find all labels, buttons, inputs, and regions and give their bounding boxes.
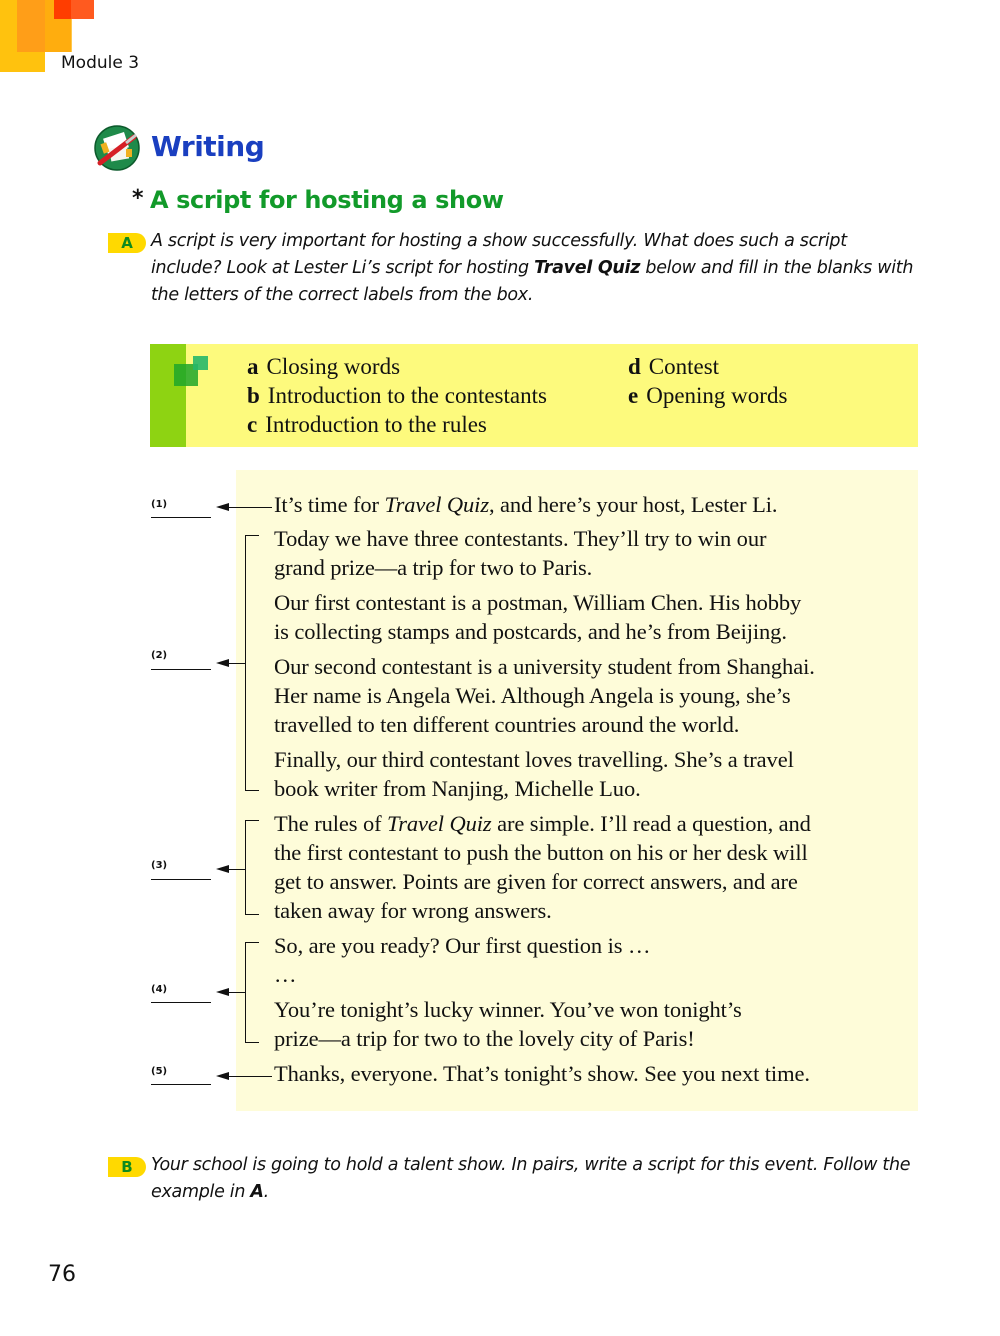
connector-line: [226, 992, 246, 993]
script-line: Her name is Angela Wei. Although Angela is young, she’s: [274, 683, 791, 708]
task-b-badge: B: [108, 1157, 146, 1177]
instruction-text: Your school is going to hold a talent show. In pairs, write a script for this event. Follow the example in: [151, 1155, 911, 1202]
connector-line: [226, 1076, 272, 1077]
label-text: Closing words: [266, 354, 401, 379]
script-line: Our second contestant is a university student from Shanghai.: [274, 654, 815, 679]
label-box-accent-square: [193, 356, 208, 370]
optional-marker: *: [132, 186, 144, 211]
bracket-line: [245, 914, 259, 915]
section-title: Writing: [151, 130, 265, 163]
blank-number: (2): [151, 650, 168, 661]
blank-number: (3): [151, 860, 168, 871]
answer-blank[interactable]: [151, 879, 211, 880]
page-number: 76: [48, 1262, 76, 1287]
script-text: are simple. I’ll read a question, and: [491, 811, 811, 836]
script-line: [274, 490, 777, 519]
script-line: is collecting stamps and postcards, and he’s from Beijing.: [274, 619, 787, 644]
label-option: [247, 352, 400, 381]
answer-blank[interactable]: [151, 1084, 211, 1085]
script-line: the first contestant to push the button on his or her desk will: [274, 840, 808, 865]
label-text: Introduction to the rules: [265, 412, 487, 437]
bracket-line: [245, 790, 259, 791]
bracket-line: [245, 535, 246, 791]
module-label: Module 3: [61, 53, 140, 73]
script-line: Our first contestant is a postman, William Chen. His hobby: [274, 590, 802, 615]
script-line: You’re tonight’s lucky winner. You’ve won tonight’s: [274, 997, 742, 1022]
writing-pen-icon: [92, 125, 144, 171]
label-option: [247, 410, 487, 439]
script-line: book writer from Nanjing, Michelle Luo.: [274, 776, 641, 801]
label-box-accent-bar: [150, 344, 186, 447]
bracket-line: [245, 1042, 259, 1043]
corner-decoration-square: [54, 0, 71, 19]
answer-blank[interactable]: [151, 1002, 211, 1003]
instruction-text: .: [263, 1182, 269, 1202]
label-text: Contest: [648, 354, 720, 379]
label-letter: a: [247, 354, 259, 379]
script-text: The rules of: [274, 811, 388, 836]
script-line: travelled to ten different countries around the world.: [274, 712, 740, 737]
label-text: Introduction to the contestants: [267, 383, 547, 408]
instruction-bold-ref: A: [250, 1182, 264, 1202]
bracket-line: [245, 535, 259, 536]
label-letter: c: [247, 412, 258, 437]
script-line: get to answer. Points are given for correct answers, and are: [274, 869, 798, 894]
section-subtitle: A script for hosting a show: [150, 186, 504, 214]
instruction-text: A script is very important for hosting a show successfully. What does such a script include? Look at Lester Li’s script for hosting: [151, 231, 847, 278]
instruction-bold-title: Travel Quiz: [534, 258, 641, 278]
script-line: grand prize—a trip for two to Paris.: [274, 555, 593, 580]
label-option: [247, 381, 547, 410]
show-title: Travel Quiz: [384, 492, 489, 517]
blank-number: (4): [151, 984, 168, 995]
task-a-instruction: [151, 228, 921, 309]
script-text: It’s time for: [274, 492, 385, 517]
label-text: Opening words: [646, 383, 788, 408]
connector-line: [226, 869, 246, 870]
script-text: , and here’s your host, Lester Li.: [489, 492, 778, 517]
label-option: [628, 381, 787, 410]
script-line: taken away for wrong answers.: [274, 898, 552, 923]
instruction-text: below and fill in the blanks with the letters of the correct labels from the box.: [151, 258, 914, 305]
script-line: Thanks, everyone. That’s tonight’s show. See you next time.: [274, 1061, 810, 1086]
blank-number: (5): [151, 1066, 168, 1077]
blank-number: (1): [151, 499, 168, 510]
bracket-line: [245, 942, 259, 943]
connector-line: [226, 507, 272, 508]
script-line: prize—a trip for two to the lovely city of Paris!: [274, 1026, 695, 1051]
script-line: [274, 809, 811, 838]
bracket-line: [245, 820, 259, 821]
script-line: So, are you ready? Our first question is …: [274, 933, 651, 958]
label-letter: b: [247, 383, 260, 408]
bracket-line: [245, 820, 246, 915]
show-title: Travel Quiz: [387, 811, 492, 836]
label-option: [628, 352, 719, 381]
script-line: Today we have three contestants. They’ll try to win our: [274, 526, 767, 551]
script-line: Finally, our third contestant loves travelling. She’s a travel: [274, 747, 794, 772]
bracket-line: [245, 942, 246, 1043]
label-letter: e: [628, 383, 639, 408]
connector-line: [226, 663, 246, 664]
answer-blank[interactable]: [151, 669, 211, 670]
answer-blank[interactable]: [151, 517, 211, 518]
script-line: …: [274, 962, 297, 987]
label-letter: d: [628, 354, 641, 379]
task-b-instruction: [151, 1152, 921, 1206]
task-a-badge: A: [108, 233, 146, 253]
